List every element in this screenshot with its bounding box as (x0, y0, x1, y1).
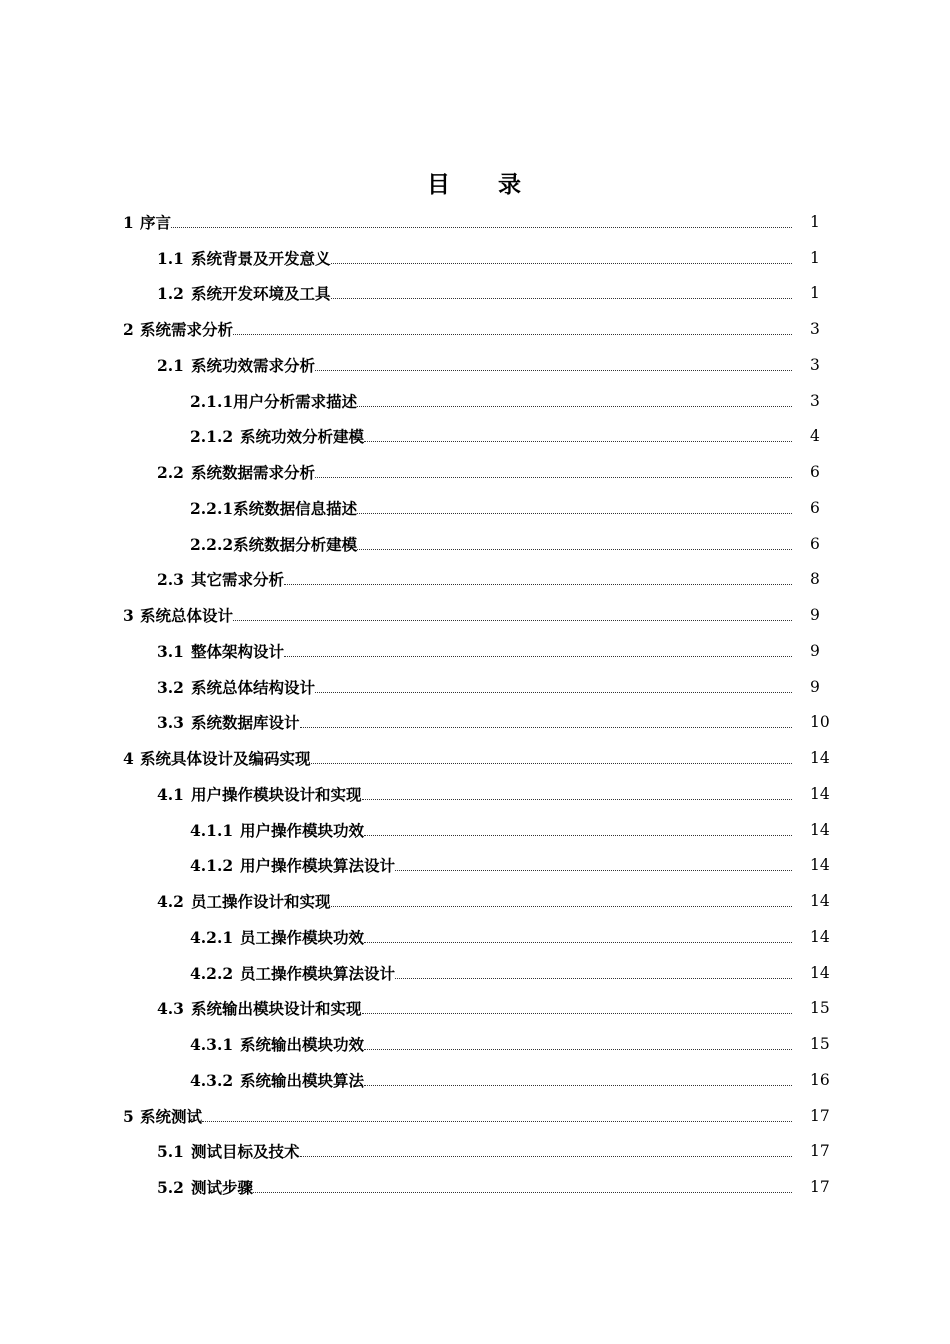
toc-entry-page-number: 6 (810, 463, 820, 482)
toc-entry-title: 整体架构设计 (191, 641, 285, 661)
toc-dot-leader (300, 727, 792, 728)
toc-entry-title: 用户操作模块设计和实现 (191, 784, 362, 804)
toc-entry-number: 4.3.1 (190, 1035, 234, 1055)
toc-dot-leader (331, 298, 792, 299)
toc-entry-heading (157, 783, 362, 805)
toc-entry-page-number: 15 (810, 999, 830, 1018)
toc-entry[interactable] (0, 669, 950, 705)
toc-entry-heading (157, 640, 284, 662)
toc-entry-title: 系统数据需求分析 (191, 463, 316, 483)
toc-entry-number: 1 (123, 212, 134, 232)
toc-dot-leader (284, 656, 792, 657)
toc-entry-page-number: 17 (810, 1106, 830, 1125)
toc-entry-number: 3.3 (157, 713, 184, 733)
toc-entry-page-number: 6 (810, 498, 820, 517)
toc-entry-number: 2.2.1 (190, 498, 234, 518)
toc-entry[interactable] (0, 383, 950, 419)
toc-entry-heading (157, 282, 331, 304)
toc-entry-page-number: 14 (810, 749, 830, 768)
toc-entry[interactable] (0, 204, 950, 240)
toc-entry-heading (190, 962, 395, 984)
toc-entry-number: 2.2 (157, 463, 184, 483)
toc-entry-title: 员工操作模块算法设计 (240, 963, 396, 983)
toc-entry-heading (157, 247, 331, 269)
toc-entry-number: 2.1 (157, 355, 184, 375)
toc-entry-heading (190, 926, 364, 948)
toc-dot-leader (202, 1121, 792, 1122)
toc-entry-heading (123, 747, 311, 769)
toc-entry-title: 系统数据库设计 (191, 713, 300, 733)
toc-dot-leader (357, 406, 792, 407)
toc-entry-heading (123, 318, 233, 340)
toc-entry-page-number: 1 (810, 284, 820, 303)
toc-entry-heading (123, 1105, 202, 1127)
toc-entry[interactable] (0, 1134, 950, 1170)
toc-dot-leader (315, 692, 792, 693)
toc-entry-page-number: 14 (810, 963, 830, 982)
toc-entry[interactable] (0, 633, 950, 669)
toc-entry[interactable] (0, 562, 950, 598)
toc-entry-title: 系统输出模块设计和实现 (191, 999, 362, 1019)
toc-entry-title: 用户分析需求描述 (233, 391, 358, 411)
toc-entry-heading (157, 711, 300, 733)
toc-entry-heading (157, 890, 331, 912)
toc-entry-title: 系统测试 (140, 1106, 203, 1126)
toc-entry-number: 1.1 (157, 248, 184, 268)
toc-entry-number: 4.2.1 (190, 927, 234, 947)
toc-dot-leader (311, 763, 792, 764)
toc-entry-number: 2.1.1 (190, 391, 234, 411)
toc-entry-number: 4.1 (157, 784, 184, 804)
toc-entry-page-number: 3 (810, 355, 820, 374)
toc-entry-title: 测试步骤 (191, 1178, 254, 1198)
toc-entry-page-number: 1 (810, 248, 820, 267)
toc-entry-page-number: 8 (810, 570, 820, 589)
toc-dot-leader (233, 620, 792, 621)
toc-entry-number: 1.2 (157, 284, 184, 304)
toc-entry-title: 系统开发环境及工具 (191, 284, 331, 304)
toc-entry[interactable] (0, 919, 950, 955)
toc-entry-title: 员工操作设计和实现 (191, 892, 331, 912)
toc-entry-title: 序言 (140, 212, 172, 232)
toc-entry-number: 4.3.2 (190, 1070, 234, 1090)
toc-entry-title: 系统需求分析 (140, 320, 234, 340)
toc-entry-title: 系统总体结构设计 (191, 677, 316, 697)
toc-entry-page-number: 9 (810, 606, 820, 625)
toc-entry-number: 2 (123, 320, 134, 340)
toc-dot-leader (331, 263, 792, 264)
toc-entry-heading (157, 354, 315, 376)
toc-entry[interactable] (0, 955, 950, 991)
toc-entry[interactable] (0, 311, 950, 347)
table-of-contents (0, 204, 950, 1205)
toc-entry-title: 系统数据分析建模 (233, 534, 358, 554)
toc-entry-heading (157, 568, 284, 590)
toc-entry-title: 系统输出模块算法 (240, 1070, 365, 1090)
toc-entry-page-number: 14 (810, 820, 830, 839)
toc-entry-page-number: 4 (810, 427, 820, 446)
toc-title (0, 166, 950, 199)
toc-entry-page-number: 9 (810, 641, 820, 660)
toc-entry-page-number: 1 (810, 212, 820, 231)
toc-dot-leader (300, 1156, 792, 1157)
toc-entry-page-number: 17 (810, 1178, 830, 1197)
toc-entry-title: 系统功效分析建模 (240, 427, 365, 447)
toc-dot-leader (357, 513, 792, 514)
toc-dot-leader (364, 441, 792, 442)
toc-entry[interactable] (0, 883, 950, 919)
toc-entry[interactable] (0, 812, 950, 848)
toc-entry-title: 系统数据信息描述 (233, 498, 358, 518)
toc-entry-number: 2.1.2 (190, 427, 234, 447)
toc-entry-number: 4.1.2 (190, 856, 234, 876)
toc-entry-number: 5.2 (157, 1178, 184, 1198)
toc-entry[interactable] (0, 740, 950, 776)
toc-entry-heading (190, 819, 364, 841)
toc-entry-number: 3 (123, 606, 134, 626)
toc-entry-heading (123, 604, 233, 626)
toc-entry-page-number: 14 (810, 784, 830, 803)
toc-entry-page-number: 3 (810, 391, 820, 410)
toc-entry-page-number: 14 (810, 892, 830, 911)
toc-dot-leader (364, 835, 792, 836)
toc-dot-leader (331, 906, 792, 907)
toc-entry-page-number: 9 (810, 677, 820, 696)
toc-entry-heading (190, 854, 395, 876)
toc-entry[interactable] (0, 454, 950, 490)
toc-entry-heading (190, 390, 357, 412)
toc-entry-title: 用户操作模块功效 (240, 820, 365, 840)
toc-dot-leader (357, 549, 792, 550)
toc-entry-heading (190, 425, 364, 447)
toc-title-char-2: 录 (498, 171, 523, 198)
toc-entry[interactable] (0, 526, 950, 562)
toc-entry-page-number: 3 (810, 320, 820, 339)
toc-entry-number: 5.1 (157, 1142, 184, 1162)
toc-entry-title: 系统具体设计及编码实现 (140, 749, 311, 769)
toc-entry-heading (157, 997, 362, 1019)
toc-entry[interactable] (0, 705, 950, 741)
toc-entry-number: 5 (123, 1106, 134, 1126)
toc-entry-page-number: 6 (810, 534, 820, 553)
toc-entry-title: 系统背景及开发意义 (191, 248, 331, 268)
toc-entry-number: 4.2 (157, 892, 184, 912)
toc-dot-leader (362, 799, 792, 800)
toc-entry-number: 3.1 (157, 641, 184, 661)
toc-dot-leader (364, 1085, 792, 1086)
toc-dot-leader (395, 870, 792, 871)
toc-dot-leader (284, 584, 792, 585)
toc-entry[interactable] (0, 490, 950, 526)
toc-dot-leader (253, 1192, 792, 1193)
toc-entry-title: 系统输出模块功效 (240, 1035, 365, 1055)
toc-entry-page-number: 15 (810, 1035, 830, 1054)
toc-entry-number: 3.2 (157, 677, 184, 697)
toc-entry-title: 其它需求分析 (191, 570, 285, 590)
toc-entry[interactable] (0, 1062, 950, 1098)
toc-entry-heading (190, 1033, 364, 1055)
toc-entry-page-number: 17 (810, 1142, 830, 1161)
toc-entry-number: 4.1.1 (190, 820, 234, 840)
toc-entry-number: 4.3 (157, 999, 184, 1019)
toc-entry[interactable] (0, 597, 950, 633)
toc-entry[interactable] (0, 776, 950, 812)
toc-dot-leader (233, 334, 792, 335)
toc-entry[interactable] (0, 419, 950, 455)
toc-entry[interactable] (0, 240, 950, 276)
toc-dot-leader (315, 477, 792, 478)
toc-entry-number: 4.2.2 (190, 963, 234, 983)
toc-entry-heading (190, 533, 357, 555)
toc-entry[interactable] (0, 347, 950, 383)
toc-entry[interactable] (0, 1098, 950, 1134)
toc-entry-heading (190, 1069, 364, 1091)
toc-dot-leader (395, 978, 792, 979)
toc-dot-leader (364, 942, 792, 943)
toc-entry-title: 用户操作模块算法设计 (240, 856, 396, 876)
toc-title-char-1: 目 (427, 171, 452, 198)
toc-entry-title: 员工操作模块功效 (240, 927, 365, 947)
toc-entry-page-number: 14 (810, 856, 830, 875)
toc-entry-title: 测试目标及技术 (191, 1142, 300, 1162)
toc-entry-page-number: 16 (810, 1070, 830, 1089)
toc-entry[interactable] (0, 1169, 950, 1205)
toc-entry-title: 系统功效需求分析 (191, 355, 316, 375)
toc-entry-heading (157, 676, 315, 698)
toc-entry-page-number: 14 (810, 927, 830, 946)
toc-entry-heading (157, 1140, 300, 1162)
toc-dot-leader (171, 227, 792, 228)
toc-entry[interactable] (0, 1026, 950, 1062)
toc-dot-leader (364, 1049, 792, 1050)
toc-entry-page-number: 10 (810, 713, 830, 732)
toc-entry[interactable] (0, 991, 950, 1027)
toc-entry-number: 4 (123, 749, 134, 769)
toc-dot-leader (362, 1013, 792, 1014)
toc-entry[interactable] (0, 276, 950, 312)
toc-entry-number: 2.3 (157, 570, 184, 590)
toc-entry-heading (123, 211, 171, 233)
toc-entry[interactable] (0, 848, 950, 884)
toc-entry-heading (157, 1176, 253, 1198)
toc-entry-title: 系统总体设计 (140, 606, 234, 626)
toc-entry-number: 2.2.2 (190, 534, 234, 554)
toc-entry-heading (157, 461, 315, 483)
toc-entry-heading (190, 497, 357, 519)
toc-dot-leader (315, 370, 792, 371)
